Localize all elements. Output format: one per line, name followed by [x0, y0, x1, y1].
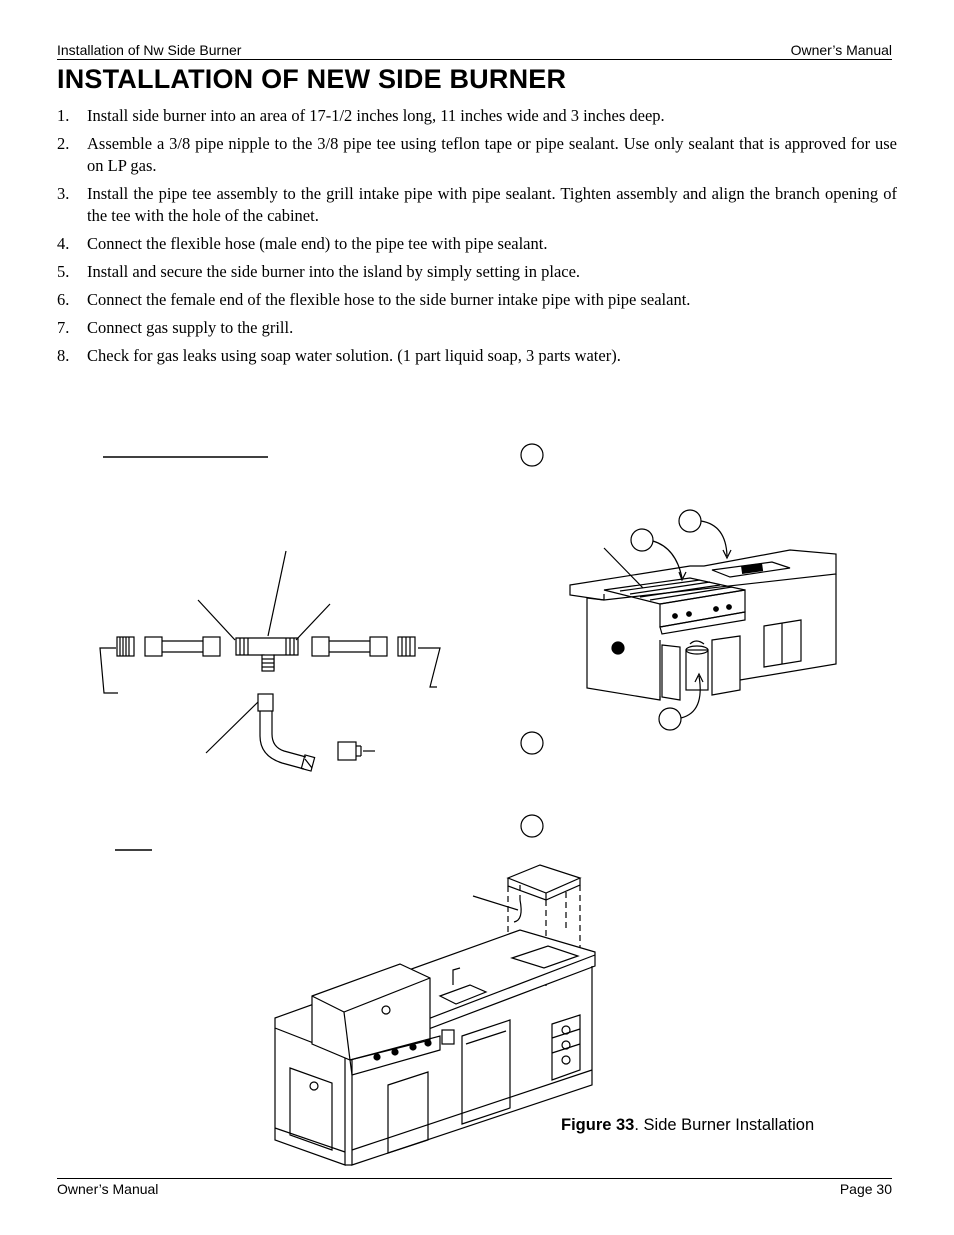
figure-label: Figure 33	[561, 1116, 635, 1134]
footer-rule	[57, 1178, 892, 1179]
callout-circle	[521, 815, 543, 837]
step-number: 8.	[57, 346, 70, 365]
page-title: INSTALLATION OF NEW SIDE BURNER	[57, 64, 567, 94]
callout-circle	[521, 732, 543, 754]
step-text: Connect gas supply to the grill.	[87, 318, 294, 337]
step-text: Install and secure the side burner into the island by simply setting in place.	[87, 262, 581, 281]
step-number: 7.	[57, 318, 70, 337]
step-text: Connect the flexible hose (male end) to the pipe tee with pipe sealant.	[87, 234, 548, 253]
step-text: Install the pipe tee assembly to the grill intake pipe with pipe sealant. Tighten assembly and align the branch opening of the tee with the hole of the cabinet.	[87, 184, 897, 225]
step-text: Check for gas leaks using soap water solution. (1 part liquid soap, 3 parts water).	[87, 346, 621, 365]
step-text: Connect the female end of the flexible hose to the side burner intake pipe with pipe sealant.	[87, 290, 691, 309]
figure-caption-text: . Side Burner Installation	[634, 1116, 815, 1134]
callout-circle	[521, 444, 543, 466]
footer-manual-title: Owner’s Manual	[57, 1181, 159, 1197]
page-footer	[57, 1181, 892, 1201]
header-manual-title: Owner’s Manual	[790, 42, 892, 58]
step-number: 5.	[57, 262, 70, 281]
step-text: Assemble a 3/8 pipe nipple to the 3/8 pipe tee using teflon tape or pipe sealant. Use only sealant that is approved for use on LP gas.	[87, 134, 897, 175]
outdoor-kitchen-island-diagram	[115, 850, 595, 1165]
step-number: 2.	[57, 134, 70, 153]
header-section-title: Installation of Nw Side Burner	[57, 42, 242, 58]
step-number: 4.	[57, 234, 70, 253]
pipe-fittings-diagram	[100, 457, 440, 771]
island-cabinet-diagram	[570, 510, 836, 730]
step-number: 3.	[57, 184, 70, 203]
step-number: 6.	[57, 290, 70, 309]
page-number: Page 30	[839, 1181, 892, 1197]
step-number: 1.	[57, 106, 70, 125]
step-text: Install side burner into an area of 17-1/2 inches long, 11 inches wide and 3 inches deep.	[87, 106, 665, 125]
figure-caption	[561, 1116, 814, 1135]
